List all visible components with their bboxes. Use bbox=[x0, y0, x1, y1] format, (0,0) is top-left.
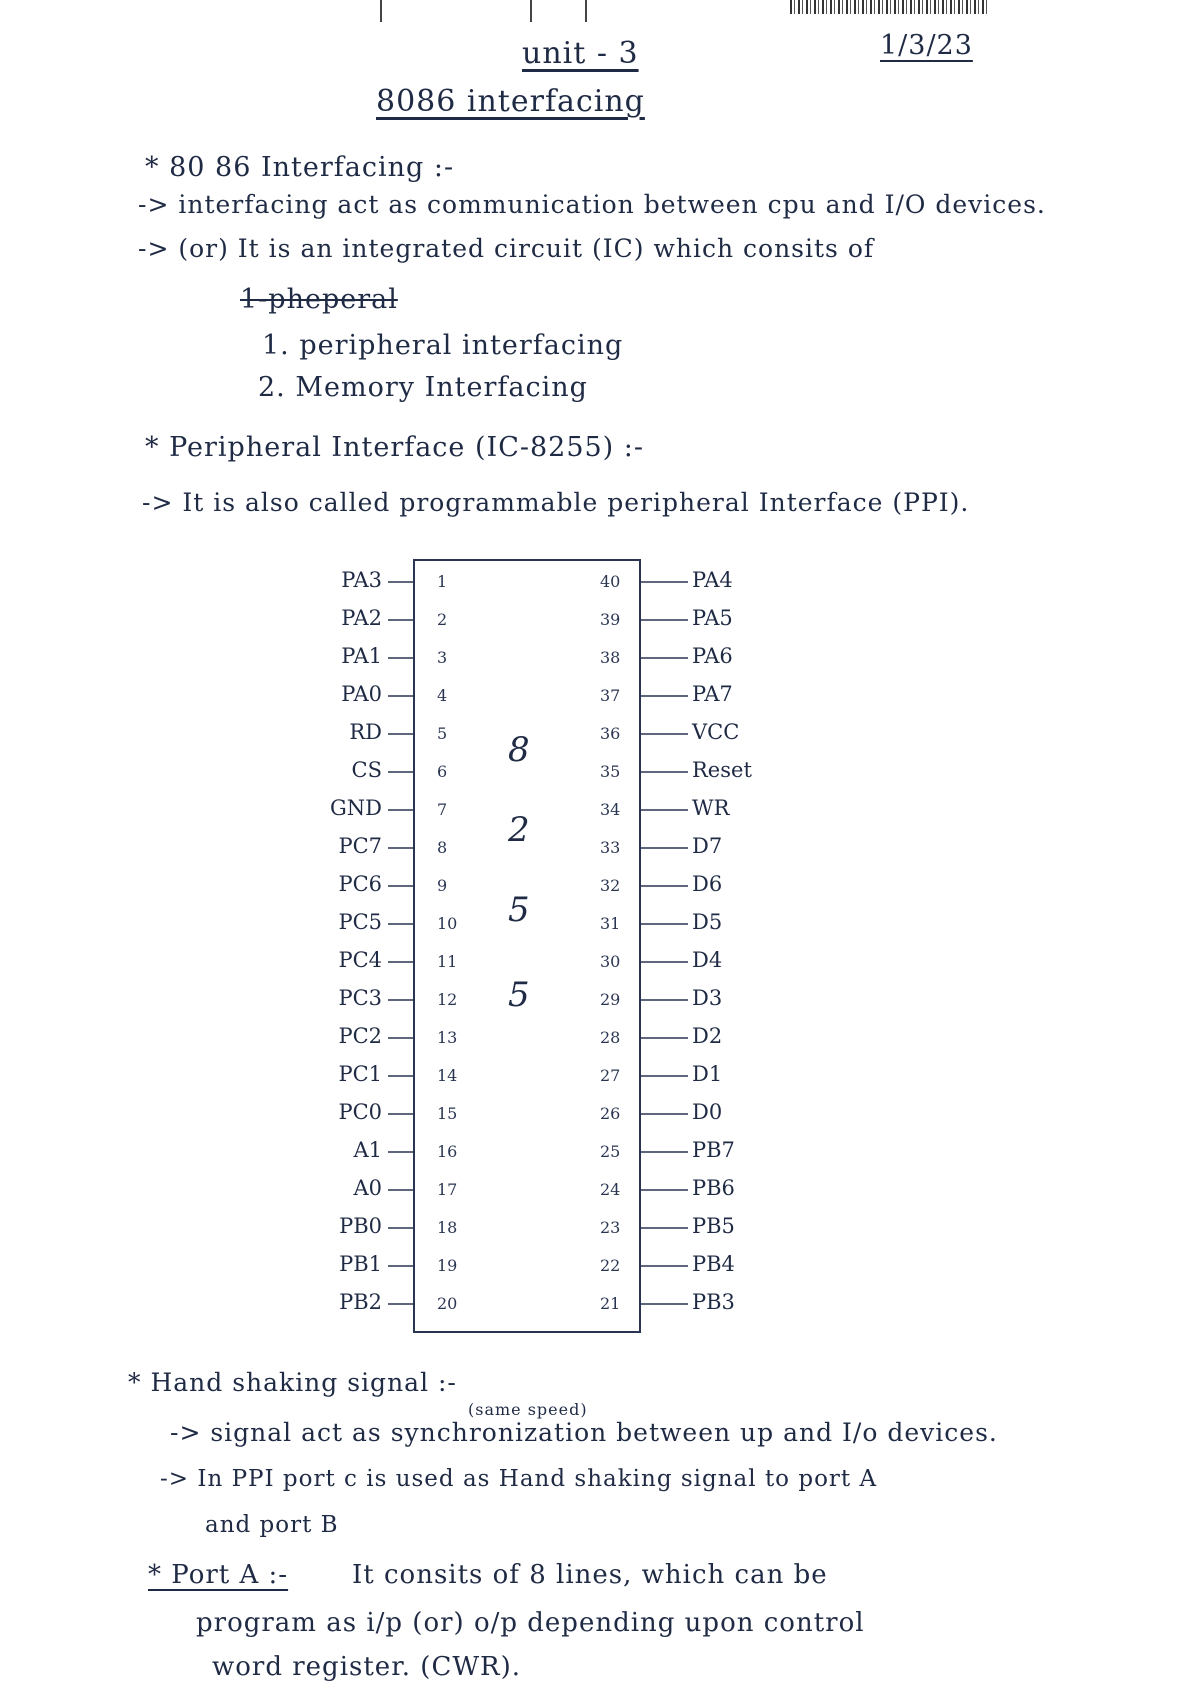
pin-number-9: 9 bbox=[437, 876, 448, 895]
pin-number-25: 25 bbox=[600, 1142, 621, 1161]
pin-number-11: 11 bbox=[437, 952, 458, 971]
pin-label-pc2: PC2 bbox=[338, 1024, 382, 1048]
pin-label-pc5: PC5 bbox=[338, 910, 382, 934]
pin-number-16: 16 bbox=[437, 1142, 458, 1161]
pin-number-20: 20 bbox=[437, 1294, 458, 1313]
list-item-1: 1. peripheral interfacing bbox=[262, 330, 624, 361]
pin-number-3: 3 bbox=[437, 648, 448, 667]
pin-number-35: 35 bbox=[600, 762, 621, 781]
pin-number-8: 8 bbox=[437, 838, 448, 857]
pin-label-cs: CS bbox=[351, 758, 382, 782]
handshaking-note: (same speed) bbox=[468, 1400, 588, 1419]
pin-number-22: 22 bbox=[600, 1256, 621, 1275]
pin-number-1: 1 bbox=[437, 572, 448, 591]
pin-number-10: 10 bbox=[437, 914, 458, 933]
pin-label-d1: D1 bbox=[692, 1062, 723, 1086]
pin-label-rd: RD bbox=[349, 720, 382, 744]
pin-number-21: 21 bbox=[600, 1294, 621, 1313]
pin-number-34: 34 bbox=[600, 800, 621, 819]
pin-label-vcc: VCC bbox=[692, 720, 740, 744]
pin-label-pa4: PA4 bbox=[692, 568, 733, 592]
chip-label-char-2: 2 bbox=[508, 810, 530, 850]
pin-label-d4: D4 bbox=[692, 948, 723, 972]
pin-label-pa5: PA5 bbox=[692, 606, 733, 630]
chip-label-char-3: 5 bbox=[508, 890, 530, 930]
pin-label-pb1: PB1 bbox=[339, 1252, 382, 1276]
pin-label-pa3: PA3 bbox=[341, 568, 382, 592]
section-heading-ppi: * Peripheral Interface (IC-8255) :- bbox=[145, 432, 645, 463]
handshaking-line-1: -> signal act as synchronization between up and I/o devices. bbox=[170, 1418, 998, 1447]
pin-label-gnd: GND bbox=[330, 796, 382, 820]
chip-label-char-1: 8 bbox=[508, 730, 530, 770]
pin-label-wr: WR bbox=[692, 796, 730, 820]
pin-label-a1: A1 bbox=[353, 1138, 382, 1162]
pin-label-pc6: PC6 bbox=[338, 872, 382, 896]
pin-number-6: 6 bbox=[437, 762, 448, 781]
pin-label-pc3: PC3 bbox=[338, 986, 382, 1010]
pin-label-d3: D3 bbox=[692, 986, 723, 1010]
port-a-line-1: It consits of 8 lines, which can be bbox=[352, 1560, 828, 1590]
handshaking-line-2: -> In PPI port c is used as Hand shaking signal to port A bbox=[160, 1466, 878, 1492]
chip-outline bbox=[414, 560, 640, 1332]
interfacing-line-2: -> (or) It is an integrated circuit (IC) which consits of bbox=[138, 234, 875, 263]
pin-number-40: 40 bbox=[600, 572, 621, 591]
pin-number-14: 14 bbox=[437, 1066, 458, 1085]
pin-label-a0: A0 bbox=[353, 1176, 382, 1200]
pin-label-d2: D2 bbox=[692, 1024, 723, 1048]
pin-number-27: 27 bbox=[600, 1066, 621, 1085]
pin-number-23: 23 bbox=[600, 1218, 621, 1237]
pin-label-pb5: PB5 bbox=[692, 1214, 735, 1238]
pin-label-d0: D0 bbox=[692, 1100, 723, 1124]
handshaking-line-3: and port B bbox=[205, 1512, 339, 1538]
date: 1/3/23 bbox=[880, 30, 973, 61]
pin-number-18: 18 bbox=[437, 1218, 458, 1237]
pin-number-33: 33 bbox=[600, 838, 621, 857]
port-a-line-3: word register. (CWR). bbox=[212, 1652, 522, 1682]
pin-label-reset: Reset bbox=[692, 758, 752, 782]
interfacing-line-1: -> interfacing act as communication between cpu and I/O devices. bbox=[138, 190, 1046, 219]
pin-label-pb3: PB3 bbox=[692, 1290, 735, 1314]
pin-label-pc0: PC0 bbox=[338, 1100, 382, 1124]
pin-number-24: 24 bbox=[600, 1180, 621, 1199]
pin-label-pc4: PC4 bbox=[338, 948, 382, 972]
pin-number-13: 13 bbox=[437, 1028, 458, 1047]
pin-label-pa1: PA1 bbox=[341, 644, 382, 668]
pin-number-39: 39 bbox=[600, 610, 621, 629]
pin-label-pb4: PB4 bbox=[692, 1252, 735, 1276]
pin-label-pc7: PC7 bbox=[338, 834, 382, 858]
pin-number-15: 15 bbox=[437, 1104, 458, 1123]
ppi-line: -> It is also called programmable peripheral Interface (PPI). bbox=[142, 488, 970, 517]
pin-label-pc1: PC1 bbox=[338, 1062, 382, 1086]
pin-number-19: 19 bbox=[437, 1256, 458, 1275]
pin-label-pa7: PA7 bbox=[692, 682, 733, 706]
struck-word: 1-pheperal bbox=[240, 284, 398, 315]
pin-number-4: 4 bbox=[437, 686, 448, 705]
pin-label-pa6: PA6 bbox=[692, 644, 733, 668]
pin-label-pa0: PA0 bbox=[341, 682, 382, 706]
pin-label-pb7: PB7 bbox=[692, 1138, 735, 1162]
pin-number-29: 29 bbox=[600, 990, 621, 1009]
pin-number-31: 31 bbox=[600, 914, 621, 933]
pin-number-5: 5 bbox=[437, 724, 448, 743]
pin-label-d5: D5 bbox=[692, 910, 723, 934]
pin-number-32: 32 bbox=[600, 876, 621, 895]
pin-number-38: 38 bbox=[600, 648, 621, 667]
section-heading-handshaking: * Hand shaking signal :- bbox=[128, 1368, 457, 1397]
pin-label-pb0: PB0 bbox=[339, 1214, 382, 1238]
pin-number-12: 12 bbox=[437, 990, 458, 1009]
unit-heading: unit - 3 bbox=[522, 36, 639, 71]
pin-label-d7: D7 bbox=[692, 834, 723, 858]
page-title: 8086 interfacing bbox=[376, 84, 645, 119]
section-heading-interfacing: * 80 86 Interfacing :- bbox=[145, 152, 455, 183]
pin-number-37: 37 bbox=[600, 686, 621, 705]
chip-label-char-4: 5 bbox=[508, 975, 530, 1015]
pin-label-d6: D6 bbox=[692, 872, 723, 896]
pin-label-pb2: PB2 bbox=[339, 1290, 382, 1314]
pin-number-26: 26 bbox=[600, 1104, 621, 1123]
pin-label-pb6: PB6 bbox=[692, 1176, 735, 1200]
pin-number-36: 36 bbox=[600, 724, 621, 743]
pin-number-2: 2 bbox=[437, 610, 448, 629]
pin-number-17: 17 bbox=[437, 1180, 458, 1199]
pin-number-28: 28 bbox=[600, 1028, 621, 1047]
pin-number-30: 30 bbox=[600, 952, 621, 971]
port-a-line-2: program as i/p (or) o/p depending upon control bbox=[196, 1608, 865, 1638]
list-item-2: 2. Memory Interfacing bbox=[258, 372, 588, 403]
section-heading-port-a: * Port A :- bbox=[148, 1560, 289, 1590]
pin-label-pa2: PA2 bbox=[341, 606, 382, 630]
pin-number-7: 7 bbox=[437, 800, 448, 819]
